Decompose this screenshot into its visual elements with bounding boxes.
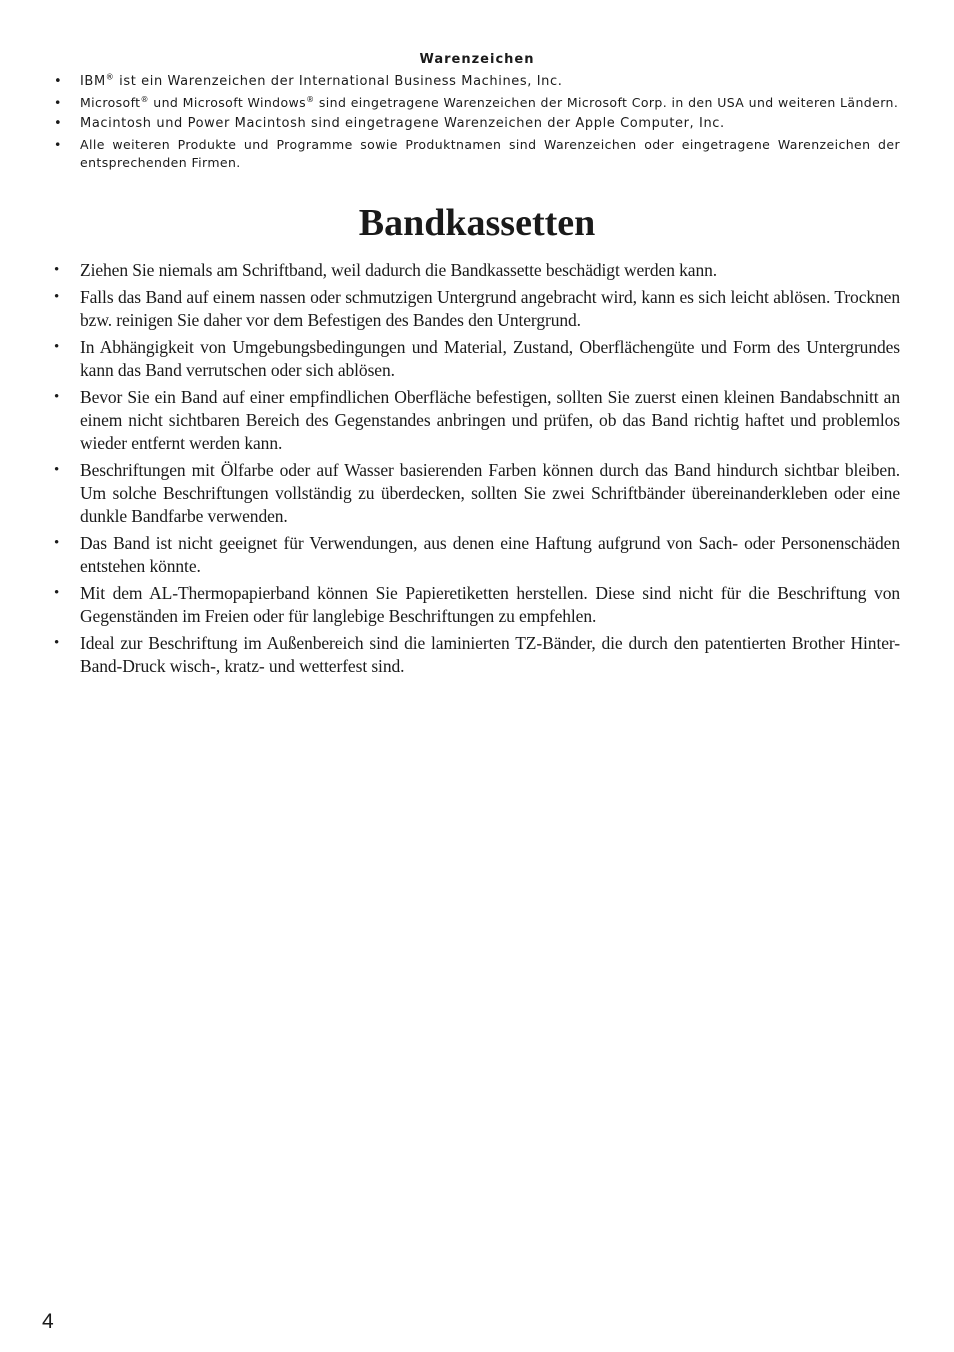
tape-cassette-notes-list (52, 259, 900, 682)
bullet-icon: • (54, 535, 60, 551)
bullet-icon: • (54, 635, 60, 651)
trademark-item-ibm (52, 73, 900, 91)
trademark-text: IBM (80, 74, 106, 89)
list-item-text: In Abhängigkeit von Umgebungsbedingungen und Material, Zustand, Oberflächengüte und Form des Untergrundes kann das Band verrutschen oder sich ablösen. (80, 337, 900, 380)
bullet-icon: • (54, 339, 60, 355)
trademark-text: sind eingetragene Warenzeichen der Microsoft Corp. in den USA und weiteren Ländern. (314, 95, 899, 110)
registered-mark: ® (306, 94, 315, 104)
trademark-text: Alle weiteren Produkte und Programme sowie Produktnamen sind Warenzeichen oder eingetragene Warenzeichen der entsprechenden Firmen. (80, 137, 900, 170)
page-number: 4 (42, 1310, 54, 1333)
trademark-item-others (52, 136, 900, 172)
bullet-icon: • (54, 585, 60, 601)
trademarks-list (52, 73, 900, 175)
list-item-text: Mit dem AL-Thermopapierband können Sie Papieretiketten herstellen. Diese sind nicht für die Beschriftung von Gegenständen im Freien oder für langlebige Beschriftungen zu empfehlen. (80, 583, 900, 626)
list-item (52, 459, 900, 528)
list-item (52, 632, 900, 678)
list-item-text: Ziehen Sie niemals am Schriftband, weil dadurch die Bandkassette beschädigt werden kann. (80, 260, 718, 280)
trademark-item-microsoft (52, 94, 900, 112)
registered-mark: ® (105, 72, 115, 82)
list-item-text: Ideal zur Beschriftung im Außenbereich sind die laminierten TZ-Bänder, die durch den patentierten Brother Hinter-Band-Druck wisch-, kratz- und wetterfest sind. (80, 633, 900, 676)
bullet-icon: • (54, 74, 63, 89)
trademark-text: und Microsoft Windows (148, 95, 307, 110)
bullet-icon: • (54, 462, 60, 478)
trademark-text: Macintosh und Power Macintosh sind eingetragene Warenzeichen der Apple Computer, Inc. (80, 116, 725, 131)
list-item-text: Bevor Sie ein Band auf einer empfindlichen Oberfläche befestigen, sollten Sie zuerst einen kleinen Bandabschnitt an einem nicht sichtbaren Bereich des Gegenstandes anbringen und prüfen, ob das Band richtig haftet und problemlos wieder entfernt werden kann. (80, 387, 900, 453)
list-item-text: Falls das Band auf einem nassen oder schmutzigen Untergrund angebracht wird, kann es sich leicht ablösen. Trocknen bzw. reinigen Sie daher vor dem Befestigen des Bandes den Untergrund. (80, 287, 900, 330)
trademark-item-apple (52, 115, 900, 133)
list-item (52, 532, 900, 578)
trademark-text: Microsoft (80, 95, 141, 110)
registered-mark: ® (140, 94, 149, 104)
list-item (52, 259, 900, 282)
bullet-icon: • (54, 289, 60, 305)
bullet-icon: • (54, 95, 62, 110)
list-item (52, 582, 900, 628)
bullet-icon: • (54, 137, 62, 152)
bullet-icon: • (54, 262, 60, 278)
list-item-text: Beschriftungen mit Ölfarbe oder auf Wasser basierenden Farben können durch das Band hindurch sichtbar bleiben. Um solche Beschriftungen vollständig zu überdecken, sollten Sie zwei Schriftbänder übereinanderkleben oder eine dunkle Bandfarbe verwenden. (80, 460, 900, 526)
list-item (52, 386, 900, 455)
page-title: Bandkassetten (358, 202, 596, 244)
bullet-icon: • (54, 116, 63, 131)
list-item-text: Das Band ist nicht geeignet für Verwendungen, aus denen eine Haftung aufgrund von Sach- oder Personenschäden entstehen könnte. (80, 533, 900, 576)
list-item (52, 336, 900, 382)
trademark-text: ist ein Warenzeichen der International Business Machines, Inc. (114, 74, 563, 89)
list-item (52, 286, 900, 332)
bullet-icon: • (54, 389, 60, 405)
trademarks-heading: Warenzeichen (419, 52, 535, 67)
